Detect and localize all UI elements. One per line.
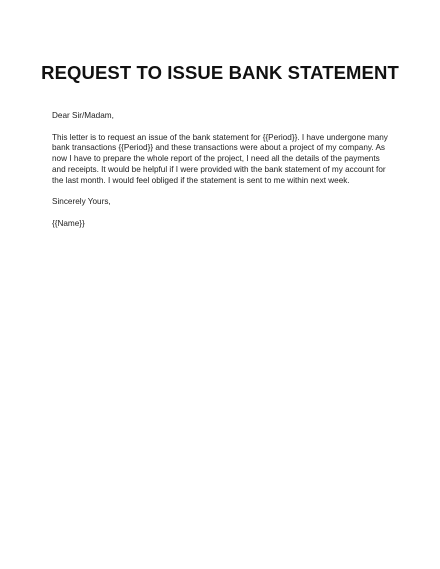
letter-paragraph: This letter is to request an issue of the bank statement for {{Period}}. I have undergone many bank transactions {{Period}} and these transactions were about a project of my company. As now I have to prepare the whole report of the project, I need all the details of the payments and receipts. It would be helpful if I were provided with the bank statement of my account for the last month. I would feel obliged if the statement is sent to me within next week. — [52, 132, 388, 185]
salutation: Dear Sir/Madam, — [52, 111, 114, 120]
closing: Sincerely Yours, — [52, 197, 111, 207]
letter-body — [52, 111, 394, 241]
document-title: REQUEST TO ISSUE BANK STATEMENT — [41, 62, 399, 83]
signature-placeholder: {{Name}} — [52, 218, 85, 228]
